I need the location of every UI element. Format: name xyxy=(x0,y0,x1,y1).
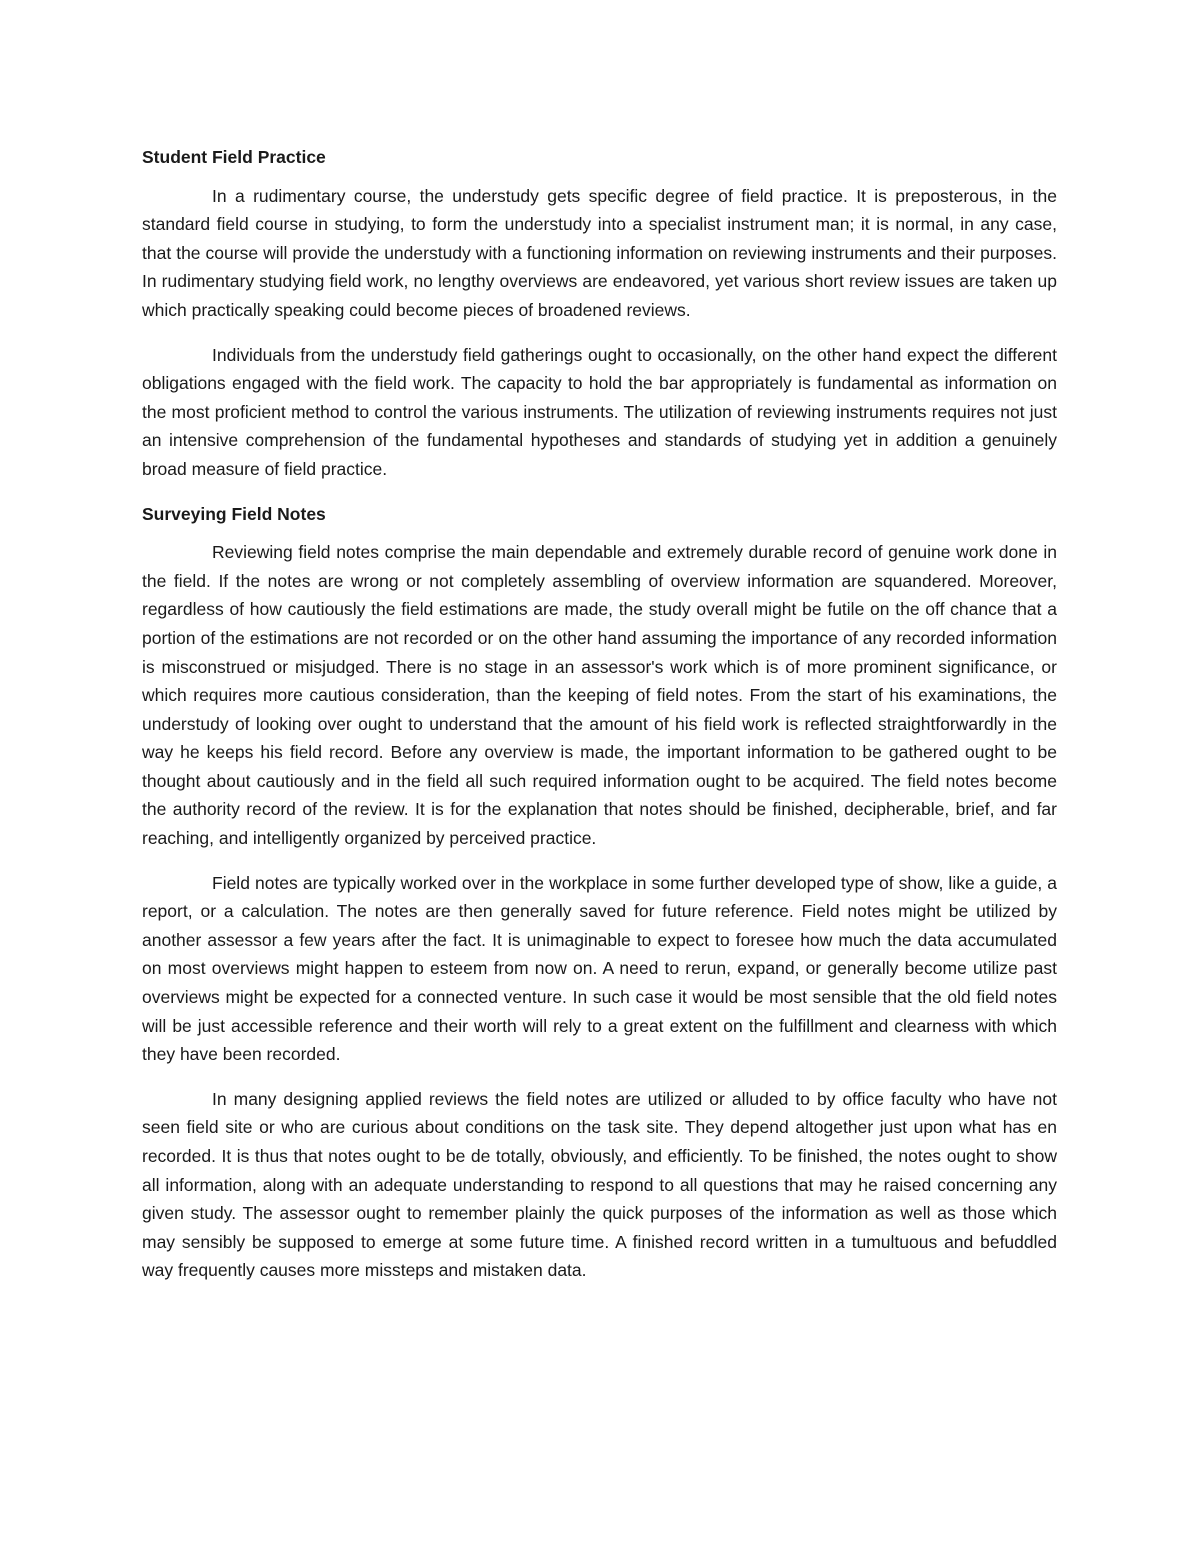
section-heading-surveying-field-notes: Surveying Field Notes xyxy=(142,503,326,524)
section-heading-student-field-practice: Student Field Practice xyxy=(142,147,326,167)
paragraph: In a rudimentary course, the understudy gets specific degree of field practice. It is preposterous, in the standard field course in studying, to form the understudy into a specialist instrument man; it is normal, in any case, that the course will provide the understudy with a functioning information on reviewing instruments and their purposes. In rudimentary studying field work, no lengthy overviews are endeavored, yet various short review issues are taken up which practically speaking could become pieces of broadened reviews. xyxy=(142,185,1057,320)
paragraph: Field notes are typically worked over in the workplace in some further developed type of show, like a guide, a report, or a calculation. The notes are then generally saved for future reference. Field notes might be utilized by another assessor a few years after the fact. It is unimaginable to expect to foresee how much the data accumulated on most overviews might happen to esteem from now on. A need to rerun, expand, or generally become utilize past overviews might be expected for a connected venture. In such case it would be most sensible that the old field notes will be just accessible reference and their worth will rely to a great extent on the fulfillment and clearness with which they have been recorded. xyxy=(142,872,1057,1065)
paragraph: In many designing applied reviews the field notes are utilized or alluded to by office faculty who have not seen field site or who are curious about conditions on the task site. They depend altogether just upon what has en recorded. It is thus that notes ought to be de totally, obviously, and efficiently. To be finished, the notes ought to show all information, along with an adequate understanding to respond to all questions that may he raised concerning any given study. The assessor ought to remember plainly the quick purposes of the information as well as those which may sensibly be supposed to emerge at some future time. A finished record written in a tumultuous and befuddled way frequently causes more missteps and mistaken data. xyxy=(142,1088,1057,1281)
paragraph: Reviewing field notes comprise the main dependable and extremely durable record of genuine work done in the field. If the notes are wrong or not completely assembling of overview information are squandered. Moreover, regardless of how cautiously the field estimations are made, the study overall might be futile on the off chance that a portion of the estimations are not recorded or on the other hand assuming the importance of any recorded information is misconstrued or misjudged. There is no stage in an assessor's work which is of more prominent significance, or which requires more cautious consideration, than the keeping of field notes. From the start of his examinations, the understudy of looking over ought to understand that the amount of his field work is reflected straightforwardly in the way he keeps his field record. Before any overview is made, the important information to be gathered ought to be thought about cautiously and in the field all such required information ought to be acquired. The field notes become the authority record of the review. It is for the explanation that notes should be finished, decipherable, brief, and far reaching, and intelligently organized by perceived practice. xyxy=(142,542,1057,849)
paragraph: Individuals from the understudy field gatherings ought to occasionally, on the other hand expect the different obligations engaged with the field work. The capacity to hold the bar appropriately is fundamental as information on the most proficient method to control the various instruments. The utilization of reviewing instruments requires not just an intensive comprehension of the fundamental hypotheses and standards of studying yet in addition a genuinely broad measure of field practice. xyxy=(142,344,1057,479)
